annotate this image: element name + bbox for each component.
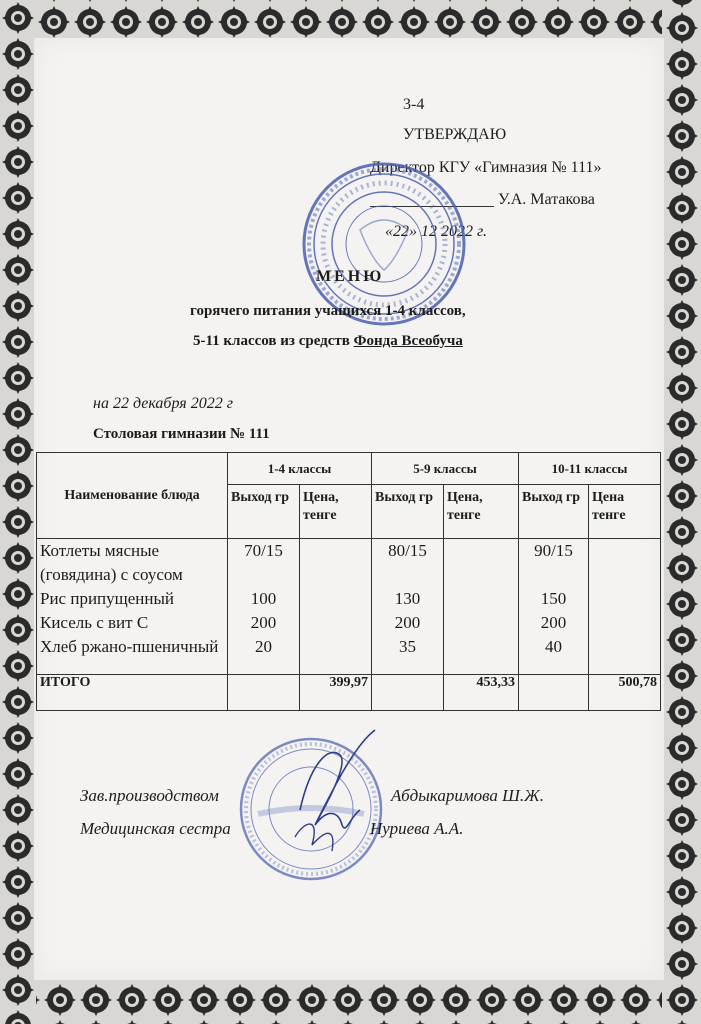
total-price-5-9: 453,33 [444,675,519,711]
yield-value: 200 [394,613,421,632]
decorative-border-left [0,0,36,1024]
group-header-1-4: 1-4 классы [228,453,372,485]
dish-item: Хлеб ржано-пшеничный [40,637,219,656]
total-price-10-11: 500,78 [589,675,661,711]
subheader-yield-3: Выход гр [519,485,589,539]
yield-cell-1-4 [228,539,300,675]
dish-item: Котлеты мясные (говядина) с соусом [40,541,183,584]
nurse-name: Нуриева А.А. [370,819,464,838]
production-manager-name: Абдыкаримова Ш.Ж. [391,786,544,805]
total-price-1-4: 399,97 [300,675,372,711]
director-name: У.А. Матакова [498,191,595,208]
menu-table [36,452,661,711]
yield-value [375,563,440,587]
decorative-border-bottom [0,976,701,1024]
dish-list-cell [37,539,228,675]
yield-value: 80/15 [388,541,427,560]
dish-item: Кисель с вит С [40,613,149,632]
price-cell-10-11 [589,539,661,675]
subheader-price-1: Цена, тенге [300,485,372,539]
subheader-yield-2: Выход гр [372,485,444,539]
yield-value: 40 [545,637,562,656]
table-header-row [37,453,661,485]
title-line-2-prefix: 5-11 классов из средств [193,333,350,349]
title-line-1: горячего питания учащихся 1-4 классов, [190,303,466,319]
yield-cell-5-9 [372,539,444,675]
table-row [37,539,661,675]
subheader-price-2: Цена, тенге [444,485,519,539]
yield-value: 200 [540,613,567,632]
canteen-name: Столовая гимназии № 111 [93,426,270,442]
price-cell-5-9 [444,539,519,675]
approval-date: «22» 12 2022 г. [385,223,488,240]
total-yield-1-4 [228,675,300,711]
yield-cell-10-11 [519,539,589,675]
subheader-price-3: Цена тенге [589,485,661,539]
yield-value: 35 [399,637,416,656]
group-header-5-9: 5-9 классы [372,453,519,485]
yield-value [522,563,585,587]
menu-date: на 22 декабря 2022 г [93,395,233,412]
nurse-role: Медицинская сестра [80,819,231,838]
yield-value: 130 [394,589,421,608]
total-label: ИТОГО [37,675,228,711]
document-code: 3-4 [403,96,425,113]
table-total-row [37,675,661,711]
yield-value: 20 [255,637,272,656]
total-yield-10-11 [519,675,589,711]
yield-value: 90/15 [534,541,573,560]
price-cell-1-4 [300,539,372,675]
decorative-border-right [662,0,701,1024]
menu-title: МЕНЮ [316,268,385,285]
director-title: Директор КГУ «Гимназия № 111» [370,159,602,176]
approve-label: УТВЕРЖДАЮ [403,126,507,143]
yield-value: 150 [540,589,567,608]
fund-name: Фонда Всеобуча [353,333,463,349]
dish-item: Рис припущенный [40,589,174,608]
production-manager-role: Зав.производством [80,786,219,805]
subheader-yield-1: Выход гр [228,485,300,539]
total-yield-5-9 [372,675,444,711]
column-header-dish: Наименование блюда [37,453,228,539]
yield-value [231,563,296,587]
title-line-2 [193,333,463,350]
group-header-10-11: 10-11 классы [519,453,661,485]
yield-value: 100 [250,589,277,608]
yield-value: 200 [250,613,277,632]
yield-value: 70/15 [244,541,283,560]
